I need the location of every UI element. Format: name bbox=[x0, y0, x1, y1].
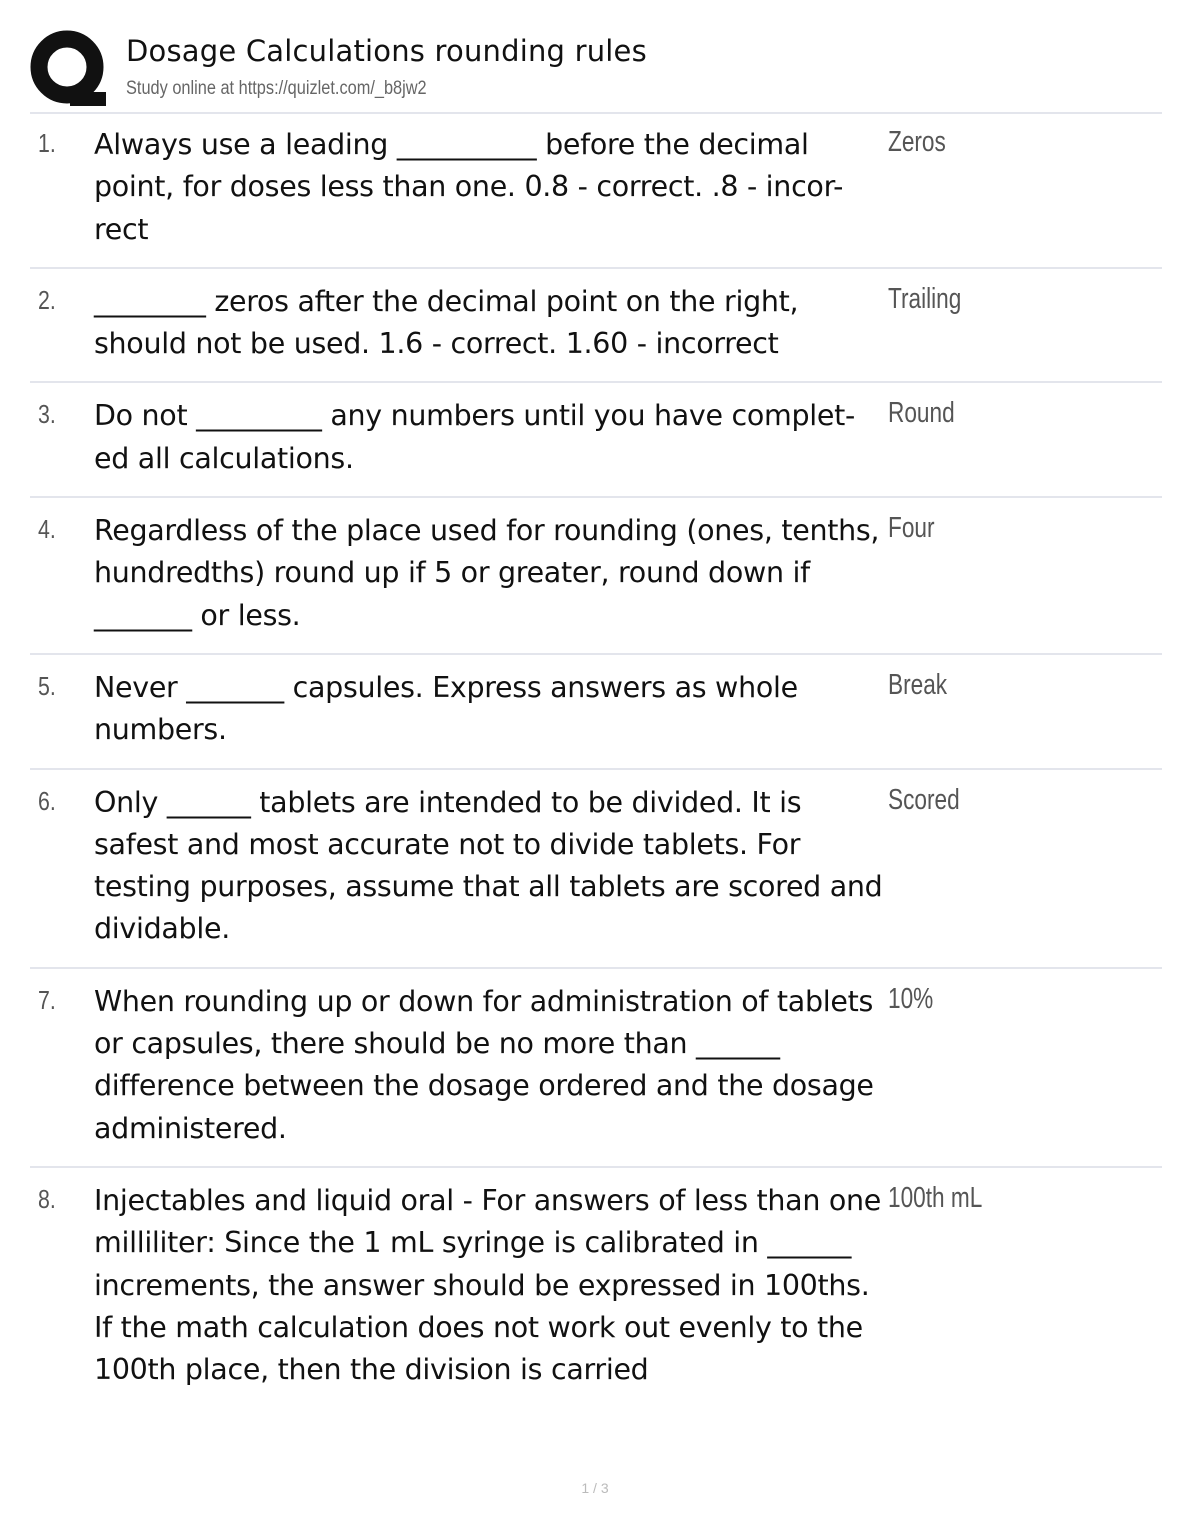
card-term: Never _______ capsules. Express answers as whole numbers. bbox=[94, 670, 798, 747]
card-definition: Scored bbox=[888, 783, 960, 816]
card-number: 6. bbox=[38, 785, 56, 816]
card-definition: Trailing bbox=[888, 282, 962, 315]
card-definition: Zeros bbox=[888, 126, 946, 158]
card-number: 2. bbox=[38, 284, 56, 315]
flashcard-row bbox=[30, 1168, 1162, 1407]
flashcard-row bbox=[30, 770, 1162, 969]
quizlet-q-logo-icon bbox=[30, 30, 108, 108]
page-header bbox=[30, 28, 1162, 114]
flashcard-row bbox=[30, 498, 1162, 655]
card-term: Always use a leading __________ before the decimal point, for doses less than one. 0.8 - correct. .8 - incor-rect bbox=[94, 128, 844, 246]
card-definition: 10% bbox=[888, 982, 934, 1015]
card-definition: 100th mL bbox=[888, 1181, 983, 1214]
card-term: Do not _________ any numbers until you have complet-ed all calculations. bbox=[94, 399, 855, 475]
page-title: Dosage Calculations rounding rules bbox=[126, 34, 647, 68]
flashcard-row bbox=[30, 969, 1162, 1168]
card-number: 5. bbox=[38, 670, 56, 701]
card-number: 1. bbox=[38, 128, 56, 158]
card-term: Only ______ tablets are intended to be divided. It is safest and most accurate not to divide tablets. For testing purposes, assume that all tablets are scored and dividable. bbox=[94, 785, 883, 946]
card-definition: Four bbox=[888, 512, 935, 545]
flashcard-row bbox=[30, 269, 1162, 384]
study-online-link[interactable]: Study online at https://quizlet.com/_b8jw2 bbox=[126, 78, 427, 99]
card-term: When rounding up or down for administration of tablets or capsules, there should be no more than ______ difference between the dosage ordered and the dosage administered. bbox=[94, 984, 874, 1145]
card-number: 3. bbox=[38, 399, 56, 430]
card-term: Injectables and liquid oral - For answers of less than one milliliter: Since the 1 mL syringe is calibrated in ______ increments, the answer should be expressed in 100ths. If the math calculation does not work out evenly to the 100th place, then the division is carried bbox=[94, 1183, 881, 1387]
flashcard-row bbox=[30, 383, 1162, 498]
card-term: Regardless of the place used for rounding (ones, tenths, hundredths) round up if 5 or greater, round down if _______ or less. bbox=[94, 514, 880, 632]
card-number: 7. bbox=[38, 984, 56, 1015]
card-definition: Round bbox=[888, 397, 955, 430]
card-number: 4. bbox=[38, 514, 56, 545]
card-definition: Break bbox=[888, 668, 948, 701]
flashcard-list bbox=[30, 112, 1162, 1407]
card-number: 8. bbox=[38, 1183, 56, 1214]
flashcard-row bbox=[30, 112, 1162, 269]
page-indicator: 1 / 3 bbox=[581, 1480, 609, 1496]
card-term: ________ zeros after the decimal point on the right, should not be used. 1.6 - correct. 1.60 - incorrect bbox=[94, 284, 799, 361]
flashcard-row bbox=[30, 655, 1162, 770]
